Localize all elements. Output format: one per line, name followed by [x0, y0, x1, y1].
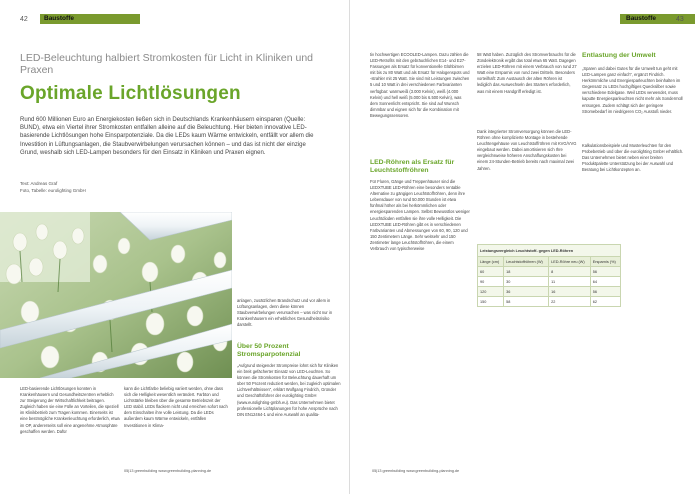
article-title: Optimale Lichtlösungen	[20, 83, 241, 104]
table-cell: 60	[478, 267, 504, 277]
section-label: Baustoffe	[44, 15, 74, 22]
article-lead: Rund 600 Millionen Euro an Energiekosten ließen sich in Deutschlands Krankenhäusern einsparen (Quelle: BUND), etwa ein Viertel ihrer Stromkosten entfallen alleine auf die Beleuchtung. Hier bieten innovative LED-basierende Lichtlösungen hohe Einsparpotenziale. Da die LEDs kaum Wärme entwickeln, entfällt vor allem die Investition in Lüftungsanlagen, die Staubverwirbelungen verursachen können – und das ist nicht der einzige Grund, weshalb sich LED-Lampen besonders für den Einsatz in Kliniken und Praxen eignen.	[20, 117, 314, 156]
table-header-laenge: Länge (cm)	[478, 257, 504, 267]
table-cell: 11	[549, 277, 591, 287]
table-cell: 56	[590, 287, 620, 297]
page-footer: 05|13 greenbuilding www.greenbuilding-planning.de	[124, 469, 212, 473]
page-number-right: 43	[676, 16, 684, 23]
right-body-column-3b: Kalkulationsbeispiele und Musterleuchten für den Probebetrieb und über die eurolighting GmbH erhältlich. Das Unternehmen bietet neben einer breiten Produktpalette Unterstützung bei der Auswahl und Beratung bei Lichtkonzepten an.	[582, 143, 684, 173]
comparison-table	[477, 244, 621, 307]
table-header-led: LED-Röhre neu (W)	[549, 257, 591, 267]
table-cell: 150	[478, 297, 504, 307]
led-tube-flowers-image	[0, 212, 232, 378]
table-row	[478, 277, 621, 287]
credit-photo: Foto, Tabelle: eurolighting GmbH	[20, 188, 86, 193]
right-body-column-2: 58 Watt haben. Zuzüglich des Stromverbrauchs für die Zündelektronik ergibt das total etwa 65 Watt. Dagegen erzielen LED-Röhren mit einem Verbrauch von rund 27 Watt eine Ersparnis von rund zwei Dritteln. Besonders vorteilhaft: Zum Austausch der alten Röhren ist lediglich das Auswechseln des Starters erforderlich, was mit einem Handgriff erledigt ist.	[477, 52, 577, 94]
table-cell: 62	[590, 297, 620, 307]
table-row	[478, 287, 621, 297]
right-body-column-1: tiv hochwertigen ECOOLED-Lampen. Dazu zählen die LED-Retrofits mit den gebräuchlichen E14- und E27-Fassungen als Ersatz für konventionelle Glühbirnen mit bis zu 80 Watt und als Ersatz für Halogenspots und -strahler mit 25 Watt. Sie sind mit Leistungen zwischen 5 und 10 Watt in drei verschiedenen Farbvarianten verfügbar: warmweiß (3.000 Kelvin), weiß (4.000 Kelvin) und hell weiß (5.000 bis 6.500 Kelvin), was dem Sonnenlicht entspricht. Sie sind auf Wunsch dimmbar und eignen sich für die Kombination mit Bewegungssensoren.	[370, 52, 470, 118]
table-cell: 18	[504, 267, 549, 277]
page-number: 42	[20, 16, 28, 23]
table-cell: 8	[549, 267, 591, 277]
body-column-strom: „Aufgrund steigender Strompreise lohnt sich für Kliniken ein breit gefächerter Einsatz von LED-Leuchten. So können die Stromkosten für Beleuchtung dauerhaft um über 50 Prozent reduziert werden, bei zugleich optimalen Lichtverhältnissen“, erklärt Wolfgang Findrich, Gründer und Geschäftsführer der eurolighting GmbH (www.eurolighting-gmbh.eu). Das Unternehmen bietet professionelle Lichtplanungen für hohe Ansprüche nach DIN EN12464-1 und eine Auswahl an qualita-	[237, 363, 341, 417]
article-kicker: LED-Beleuchtung halbiert Stromkosten für Licht in Kliniken und Praxen	[20, 52, 313, 76]
table-cell: 22	[549, 297, 591, 307]
body-column-1: LED-basierende Lichtlösungen konnten in Krankenhäusern und Gesundheitszentren erheblich zur Steigerung der Wirtschaftlichkeit beitragen. Zugleich haben sie eine Fülle an Vorteilen, die speziell im Klinikbetrieb zum Tragen kommen. Einerseits ist eine bestmögliche Krankenleuchtung erforderlich, etwa im OP, andererseits soll eine angenehme Atmosphäre geschaffen werden. Dafür	[20, 386, 120, 434]
right-body-column-1b: Für Fluren, Gänge und Treppenhäuser sind die LEDXTUBE LED-Röhren eine besonders rentable Alternative zu gängigen Leuchtstoffröhren, denn ihre Lebensdauer von rund 50.000 Stunden ist etwa fünfmal höher als bei herkömmlichen oder energiesparenden Lampen. Selbst Bewusstlos weniger Leuchtdioden entfallen sie ihre volle Helligkeit. Die LEDXTUBE LED-Röhren gibt es in verschiedenen Farbvarianten und Abmessungen von 60, 90, 120 und 150 Zentimetern Länge. Sehr weitsehr und 150 Zentimeter lange Leuchtstoffröhren, die einem Verbrauch von typischerweise	[370, 179, 470, 252]
right-body-column-2b: Dank integrierter Stromversorgung können die LED-Röhren ohne komplizierte Montage in bestehende Leuchtengehäuse von Leuchtstoffröhren mit KVG/VVG eingebaut werden. Dabei amortisieren sich Ihre vergleichsweise höheren Anschaffungskosten bei einem 24-Stunden-Betrieb bereits nach maximal zwei Jahren.	[477, 129, 577, 171]
table-cell: 64	[590, 277, 620, 287]
credit-text: Text: Andreas Graf	[20, 181, 58, 186]
table-cell: 36	[504, 287, 549, 297]
article-photo	[0, 212, 232, 378]
body-column-2: kann die Lichtfarbe beliebig variiert werden, ohne dass sich die Helligkeit wesentlich verändert. Farbton und Lichtstärke bleiben über die gesamte Betriebszeit der LED stabil. LEDs flackern nicht und erreichen sofort nach dem Einschalten ihre volle Leistung. Da die LEDs außerdem kaum Wärme entwickeln, entfällen Investitionen in Klima-	[124, 386, 228, 428]
section-label-right: Baustoffe	[626, 15, 656, 22]
table-cell: 16	[549, 287, 591, 297]
table-cell: 90	[478, 277, 504, 287]
table-cell: 120	[478, 287, 504, 297]
table-row	[478, 267, 621, 277]
caption-column: anlagen, zusätzlichen Brandschutz und vor allem in Lüftungsanlagen, denn diese können Staubverwirbelungen verursachen – was nicht nur in Krankenhäusern ein erhebliches Gesundheitsrisiko darstellt.	[237, 298, 333, 328]
subhead-stromsparpotenzial: Über 50 Prozent Stromsparpotenzial	[237, 343, 301, 359]
page-footer-right: 05|13 greenbuilding www.greenbuilding-planning.de	[372, 469, 460, 473]
table-cell: 56	[590, 267, 620, 277]
table-cell: 58	[504, 297, 549, 307]
table-header-leuchtstoff: Leuchtstoffröhren (W)	[504, 257, 549, 267]
subhead-umwelt: Entlastung der Umwelt	[582, 52, 656, 59]
table-row	[478, 297, 621, 307]
table-caption: Leistungsvergleich Leuchtstoff- gegen LED-Röhren	[478, 245, 621, 257]
table-cell: 30	[504, 277, 549, 287]
subhead-led-roehren: LED-Röhren als Ersatz für Leuchtstoffröhren	[370, 159, 455, 175]
table-header-ersparnis: Ersparnis (%)	[590, 257, 620, 267]
right-body-column-3: „Sparen und dabei Gutes für die Umwelt tun geht mit LED-Lampen ganz einfach“, ergänzt Findrich. Herkömmliche und Energiesparleuchten beinhalten im Gegensatz zu LEDs hochgiftiges Quecksilber sowie verschiedene Edelgase. Weil LEDs verwendet, muss kaputte Energiesparleuchten nicht mehr als Sondermüll entsorgen. Zudem schlägt sich der geringere Stromebedarf im niedrigeren CO₂ Ausstoß nieder.	[582, 66, 683, 114]
